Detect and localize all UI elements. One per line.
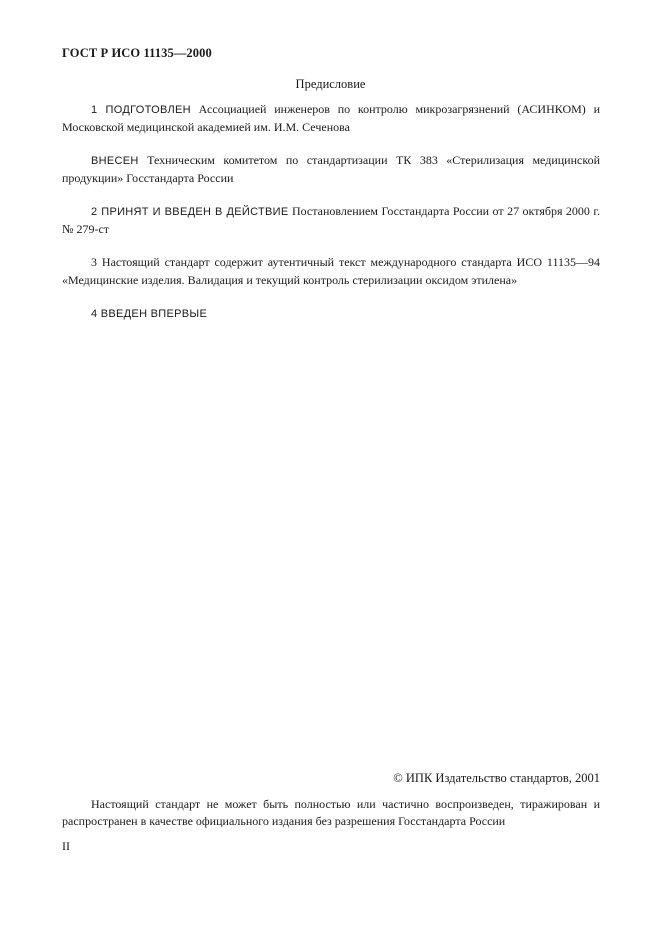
item-text: Постановлением Госстандарта России от 27 октября 2000 г. № 279-ст [62, 204, 600, 236]
item-lead: 1 ПОДГОТОВЛЕН [91, 104, 191, 116]
item-lead: ВНЕСЕН [91, 155, 139, 167]
preface-item-introduced [62, 152, 600, 187]
item-text: 3 Настоящий стандарт содержит аутентичный текст международного стандарта ИСО 11135—94 «Медицинские изделия. Валидация и текущий контроль стерилизации оксидом этилена» [62, 255, 600, 287]
preface-item-adopted [62, 203, 600, 238]
preface-item-authentic-text [62, 254, 600, 289]
copyright-line: © ИПК Издательство стандартов, 2001 [393, 771, 600, 785]
page-number: II [62, 839, 70, 853]
preface-body [62, 101, 600, 339]
reproduction-notice: Настоящий стандарт не может быть полностью или частично воспроизведен, тиражирован и распространен в качестве официального издания без разрешения Госстандарта России [62, 797, 600, 828]
preface-title: Предисловие [295, 77, 366, 91]
preface-item-first-introduced [62, 305, 600, 323]
item-text: Техническим комитетом по стандартизации ТК 383 «Стерилизация медицинской продукции» Госстандарта России [62, 153, 600, 185]
item-lead: 4 ВВЕДЕН ВПЕРВЫЕ [91, 308, 208, 320]
preface-item-prepared [62, 101, 600, 136]
document-code: ГОСТ Р ИСО 11135—2000 [62, 46, 212, 60]
item-lead: 2 ПРИНЯТ И ВВЕДЕН В ДЕЙСТВИЕ [91, 206, 289, 218]
item-text: Ассоциацией инженеров по контролю микрозагрязнений (АСИНКОМ) и Московской медицинской академией им. И.М. Сеченова [62, 102, 600, 134]
